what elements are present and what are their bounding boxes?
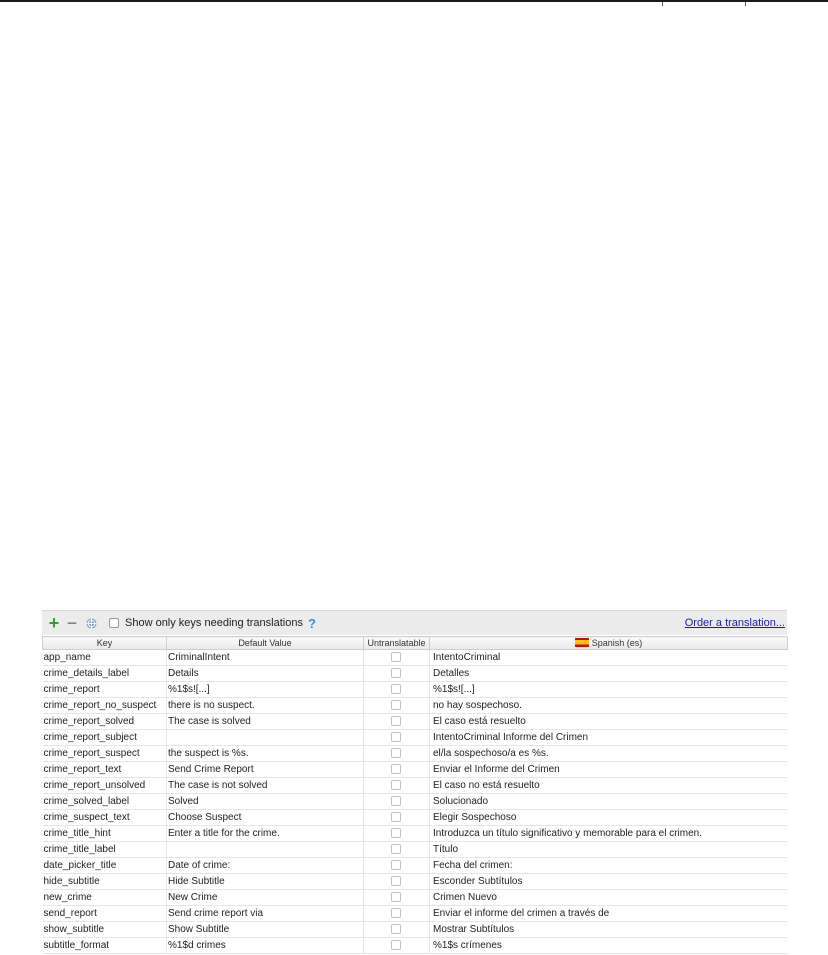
translations-toolbar [42,610,787,635]
default-value-cell[interactable]: there is no suspect. [167,698,364,714]
default-value-cell[interactable]: Send Crime Report [167,762,364,778]
spanish-translation-cell[interactable]: no hay sospechoso. [430,698,788,714]
default-value-cell[interactable]: Show Subtitle [167,922,364,938]
untranslatable-checkbox[interactable] [391,828,401,838]
spanish-translation-cell[interactable]: Introduzca un título significativo y memorable para el crimen. [430,826,788,842]
column-header-default-value[interactable]: Default Value [167,637,364,650]
default-value-cell[interactable]: %1$d crimes [167,938,364,954]
untranslatable-checkbox[interactable] [391,860,401,870]
untranslatable-cell [364,938,430,954]
untranslatable-cell [364,714,430,730]
untranslatable-checkbox[interactable] [391,668,401,678]
untranslatable-cell [364,794,430,810]
untranslatable-checkbox[interactable] [391,844,401,854]
keys-needing-translation-checkbox[interactable] [109,618,119,628]
spanish-translation-cell[interactable]: %1$s![...] [430,682,788,698]
table-row[interactable] [43,650,788,666]
table-header [43,637,788,650]
key-cell[interactable]: crime_report [43,682,167,698]
column-header-spanish-label: Spanish (es) [591,638,643,648]
remove-key-button[interactable] [63,614,81,632]
translations-editor [42,610,787,955]
key-cell[interactable]: crime_report_unsolved [43,778,167,794]
add-key-button[interactable] [45,614,63,632]
default-value-cell[interactable]: New Crime [167,890,364,906]
default-value-cell[interactable]: Enter a title for the crime. [167,826,364,842]
key-cell[interactable]: hide_subtitle [43,874,167,890]
untranslatable-cell [364,730,430,746]
spanish-translation-cell[interactable]: Enviar el informe del crimen a través de [430,906,788,922]
table-row[interactable] [43,890,788,906]
untranslatable-checkbox[interactable] [391,780,401,790]
spanish-translation-cell[interactable]: Título [430,842,788,858]
untranslatable-checkbox[interactable] [391,892,401,902]
key-cell[interactable]: new_crime [43,890,167,906]
default-value-cell[interactable] [167,730,364,746]
default-value-cell[interactable]: Details [167,666,364,682]
default-value-cell[interactable]: The case is solved [167,714,364,730]
default-value-cell[interactable]: The case is not solved [167,778,364,794]
spanish-translation-cell[interactable]: El caso está resuelto [430,714,788,730]
translations-table [42,636,788,954]
untranslatable-cell [364,890,430,906]
spanish-translation-cell[interactable]: %1$s crímenes [430,938,788,954]
default-value-cell[interactable]: Choose Suspect [167,810,364,826]
key-cell[interactable]: crime_details_label [43,666,167,682]
minus-icon: − [66,612,78,633]
default-value-cell[interactable]: Date of crime: [167,858,364,874]
untranslatable-cell [364,810,430,826]
table-row[interactable] [43,666,788,682]
default-value-cell[interactable]: Solved [167,794,364,810]
untranslatable-checkbox[interactable] [391,716,401,726]
key-cell[interactable]: crime_solved_label [43,794,167,810]
spanish-translation-cell[interactable]: Esconder Subtítulos [430,874,788,890]
key-cell[interactable]: crime_report_subject [43,730,167,746]
default-value-cell[interactable] [167,842,364,858]
default-value-cell[interactable]: the suspect is %s. [167,746,364,762]
untranslatable-cell [364,666,430,682]
spanish-translation-cell[interactable]: Fecha del crimen: [430,858,788,874]
top-rule [0,0,828,2]
spanish-translation-cell[interactable]: Enviar el Informe del Crimen [430,762,788,778]
default-value-cell[interactable]: Send crime report via [167,906,364,922]
key-cell[interactable]: crime_title_label [43,842,167,858]
untranslatable-checkbox[interactable] [391,940,401,950]
key-cell[interactable]: crime_report_text [43,762,167,778]
order-translation-link[interactable]: Order a translation... [684,617,785,629]
table-row[interactable] [43,794,788,810]
untranslatable-checkbox[interactable] [391,812,401,822]
untranslatable-cell [364,922,430,938]
table-row[interactable] [43,810,788,826]
untranslatable-checkbox[interactable] [391,908,401,918]
untranslatable-checkbox[interactable] [391,684,401,694]
spanish-translation-cell[interactable]: IntentoCriminal [430,650,788,666]
untranslatable-cell [364,746,430,762]
default-value-cell[interactable]: CriminalIntent [167,650,364,666]
spanish-translation-cell[interactable]: Elegir Sospechoso [430,810,788,826]
table-row[interactable] [43,746,788,762]
untranslatable-cell [364,826,430,842]
table-row[interactable] [43,762,788,778]
table-row[interactable] [43,778,788,794]
table-row[interactable] [43,730,788,746]
key-cell[interactable]: date_picker_title [43,858,167,874]
untranslatable-cell [364,698,430,714]
untranslatable-cell [364,874,430,890]
table-row[interactable] [43,922,788,938]
untranslatable-checkbox[interactable] [391,748,401,758]
key-cell[interactable]: subtitle_format [43,938,167,954]
untranslatable-checkbox[interactable] [391,700,401,710]
table-row[interactable] [43,698,788,714]
untranslatable-checkbox[interactable] [391,924,401,934]
untranslatable-checkbox[interactable] [391,796,401,806]
spanish-translation-cell[interactable]: El caso no está resuelto [430,778,788,794]
column-header-untranslatable[interactable]: Untranslatable [364,637,430,650]
default-value-cell[interactable]: Hide Subtitle [167,874,364,890]
spanish-translation-cell[interactable]: IntentoCriminal Informe del Crimen [430,730,788,746]
table-row[interactable] [43,858,788,874]
table-row[interactable] [43,826,788,842]
globe-icon [86,618,97,629]
key-cell[interactable]: crime_suspect_text [43,810,167,826]
untranslatable-checkbox[interactable] [391,876,401,886]
spanish-translation-cell[interactable]: Detalles [430,666,788,682]
column-header-spanish[interactable] [430,637,788,650]
key-cell[interactable]: crime_title_hint [43,826,167,842]
top-tick [745,2,746,6]
untranslatable-cell [364,842,430,858]
untranslatable-cell [364,778,430,794]
table-row[interactable] [43,874,788,890]
help-icon[interactable]: ? [307,615,316,631]
table-body [43,650,788,954]
plus-icon: + [48,612,60,633]
table-row[interactable] [43,682,788,698]
key-cell[interactable]: crime_report_no_suspect [43,698,167,714]
key-cell[interactable]: crime_report_solved [43,714,167,730]
key-cell[interactable]: send_report [43,906,167,922]
key-cell[interactable]: app_name [43,650,167,666]
table-row[interactable] [43,714,788,730]
table-row[interactable] [43,906,788,922]
key-cell[interactable]: crime_report_suspect [43,746,167,762]
key-cell[interactable]: show_subtitle [43,922,167,938]
column-header-key[interactable]: Key [43,637,167,650]
spanish-translation-cell[interactable]: Solucionado [430,794,788,810]
untranslatable-checkbox[interactable] [391,652,401,662]
top-tick [662,2,663,6]
untranslatable-cell [364,906,430,922]
untranslatable-cell [364,858,430,874]
untranslatable-cell [364,650,430,666]
keys-needing-translation-label[interactable]: Show only keys needing translations [125,617,303,629]
add-locale-button[interactable] [82,614,100,632]
table-row[interactable] [43,842,788,858]
untranslatable-checkbox[interactable] [391,764,401,774]
spanish-translation-cell[interactable]: el/la sospechoso/a es %s. [430,746,788,762]
untranslatable-checkbox[interactable] [391,732,401,742]
untranslatable-cell [364,682,430,698]
default-value-cell[interactable]: %1$s![...] [167,682,364,698]
untranslatable-cell [364,762,430,778]
spanish-translation-cell[interactable]: Mostrar Subtítulos [430,922,788,938]
table-row[interactable] [43,938,788,954]
spanish-translation-cell[interactable]: Crimen Nuevo [430,890,788,906]
spain-flag-icon [575,638,589,647]
